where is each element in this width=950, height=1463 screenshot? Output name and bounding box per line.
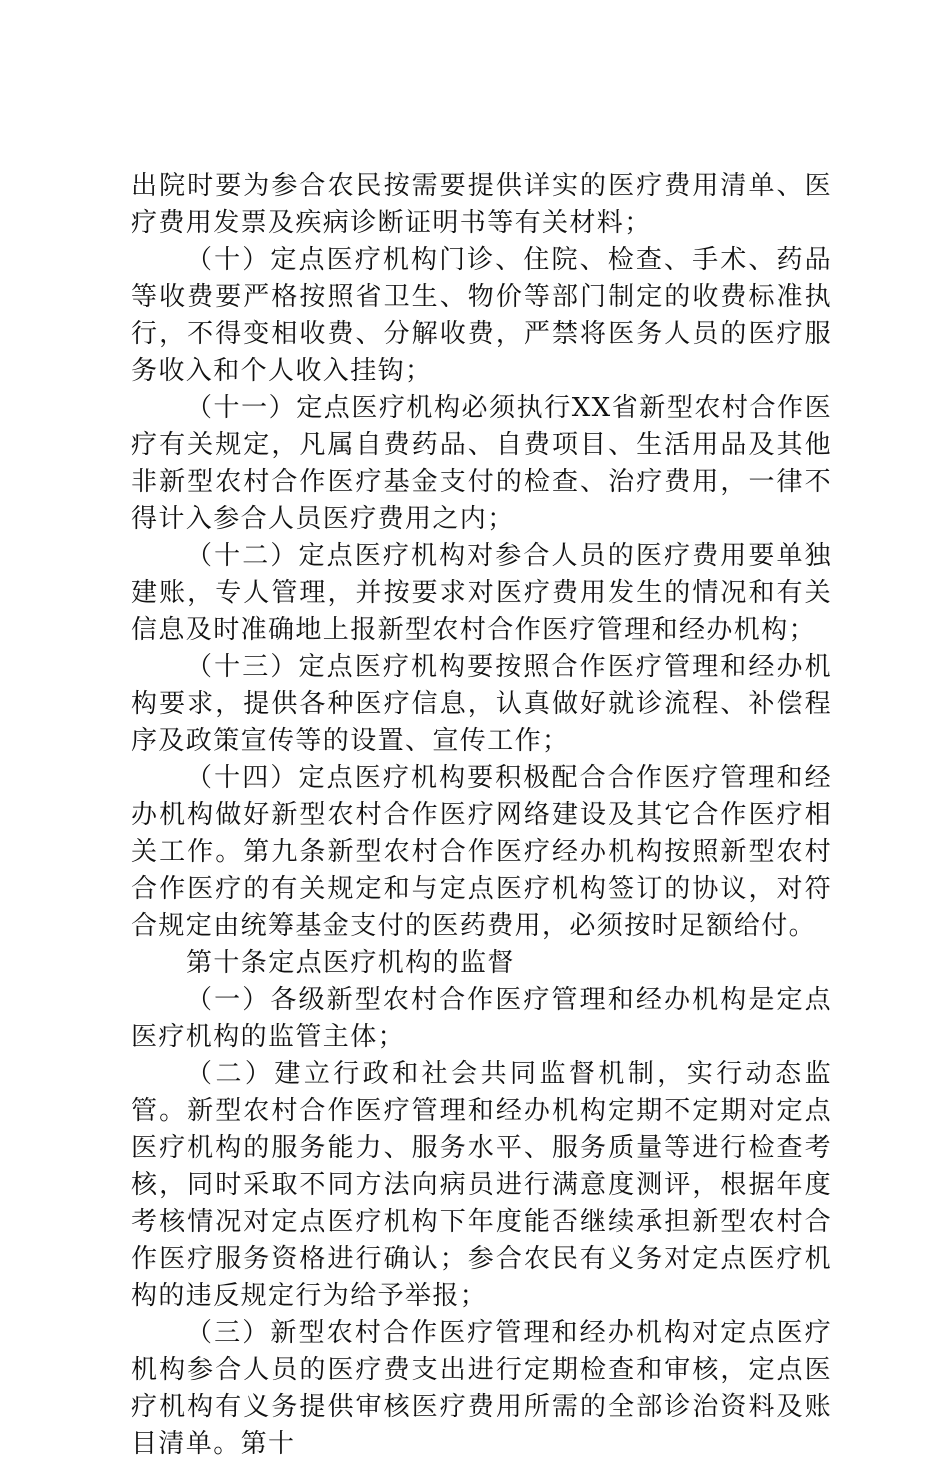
paragraph: （三）新型农村合作医疗管理和经办机构对定点医疗机构参合人员的医疗费支出进行定期检查和审核，定点医疗机构有义务提供审核医疗费用所需的全部诊治资料及账目清单。第十 (131, 1318, 832, 1459)
section-heading: 第十条定点医疗机构的监督 (186, 948, 515, 978)
paragraph: 出院时要为参合农民按需要提供详实的医疗费用清单、医疗费用发票及疾病诊断证明书等有关材料； (131, 171, 832, 238)
paragraph: （十）定点医疗机构门诊、住院、检查、手术、药品等收费要严格按照省卫生、物价等部门制定的收费标准执行，不得变相收费、分解收费，严禁将医务人员的医疗服务收入和个人收入挂钩； (131, 245, 832, 386)
paragraph: （二）建立行政和社会共同监督机制，实行动态监管。新型农村合作医疗管理和经办机构定期不定期对定点医疗机构的服务能力、服务水平、服务质量等进行检查考核，同时采取不同方法向病员进行满意度测评，根据年度考核情况对定点医疗机构下年度能否继续承担新型农村合作医疗服务资格进行确认；参合农民有义务对定点医疗机构的违反规定行为给予举报； (131, 1059, 832, 1311)
paragraph: （一）各级新型农村合作医疗管理和经办机构是定点医疗机构的监管主体； (131, 985, 832, 1052)
paragraph: （十二）定点医疗机构对参合人员的医疗费用要单独建账，专人管理，并按要求对医疗费用发生的情况和有关信息及时准确地上报新型农村合作医疗管理和经办机构； (131, 541, 832, 645)
paragraph: （十三）定点医疗机构要按照合作医疗管理和经办机构要求，提供各种医疗信息，认真做好就诊流程、补偿程序及政策宣传等的设置、宣传工作； (131, 652, 832, 756)
document-body (131, 168, 832, 1463)
paragraph: （十一）定点医疗机构必须执行XX省新型农村合作医疗有关规定，凡属自费药品、自费项目、生活用品及其他非新型农村合作医疗基金支付的检查、治疗费用，一律不得计入参合人员医疗费用之内； (131, 393, 832, 534)
paragraph: （十四）定点医疗机构要积极配合合作医疗管理和经办机构做好新型农村合作医疗网络建设及其它合作医疗相关工作。第九条新型农村合作医疗经办机构按照新型农村合作医疗的有关规定和与定点医疗机构签订的协议，对符合规定由统筹基金支付的医药费用，必须按时足额给付。 (131, 763, 832, 941)
